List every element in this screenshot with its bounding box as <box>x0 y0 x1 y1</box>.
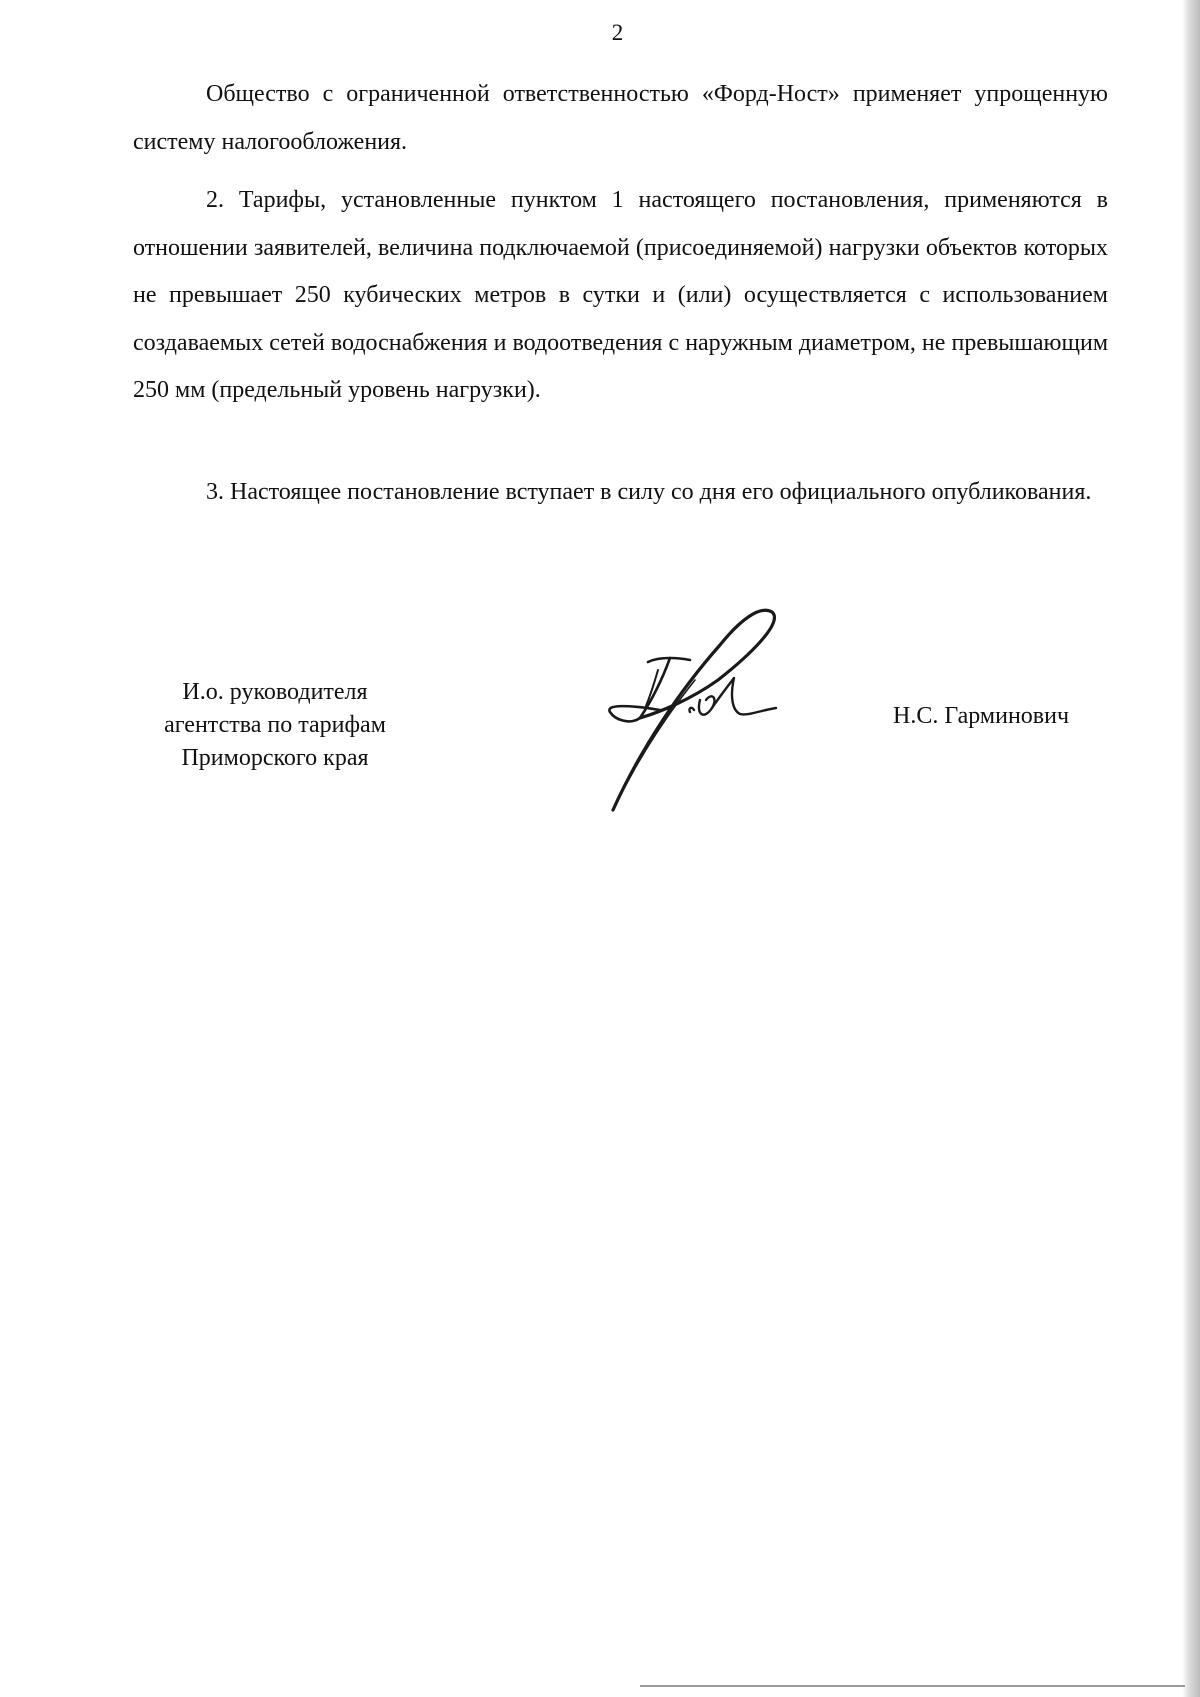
paragraph-tariffs-scope: 2. Тарифы, установленные пунктом 1 настоящего постановления, применяются в отношении заявителей, величина подключаемой (присоединяемой) нагрузки объектов которых не превышает 250 кубических метров в сутки и (или) осуществляется с использованием создаваемых сетей водоснабжения и водоотведения с наружным диаметром, не превышающим 250 мм (предельный уровень нагрузки). <box>133 187 1108 403</box>
signer-name: Н.С. Гарминович <box>893 703 1070 729</box>
paragraph-effective-date: 3. Настоящее постановление вступает в силу со дня его официального опубликования. <box>206 479 1092 505</box>
signer-title <box>115 676 435 775</box>
page-number: 2 <box>611 20 624 45</box>
handwritten-signature <box>600 600 830 815</box>
scan-bottom-edge <box>640 1685 1185 1687</box>
signer-title-line: агентства по тарифам <box>164 712 386 738</box>
scan-edge-shadow <box>1182 0 1200 1697</box>
paragraph-tax-system: Общество с ограниченной ответственностью «Форд-Ност» применяет упрощенную систему налогообложения. <box>133 81 1108 155</box>
signer-title-line: Приморского края <box>181 745 369 771</box>
signer-title-line: И.о. руководителя <box>182 679 368 705</box>
